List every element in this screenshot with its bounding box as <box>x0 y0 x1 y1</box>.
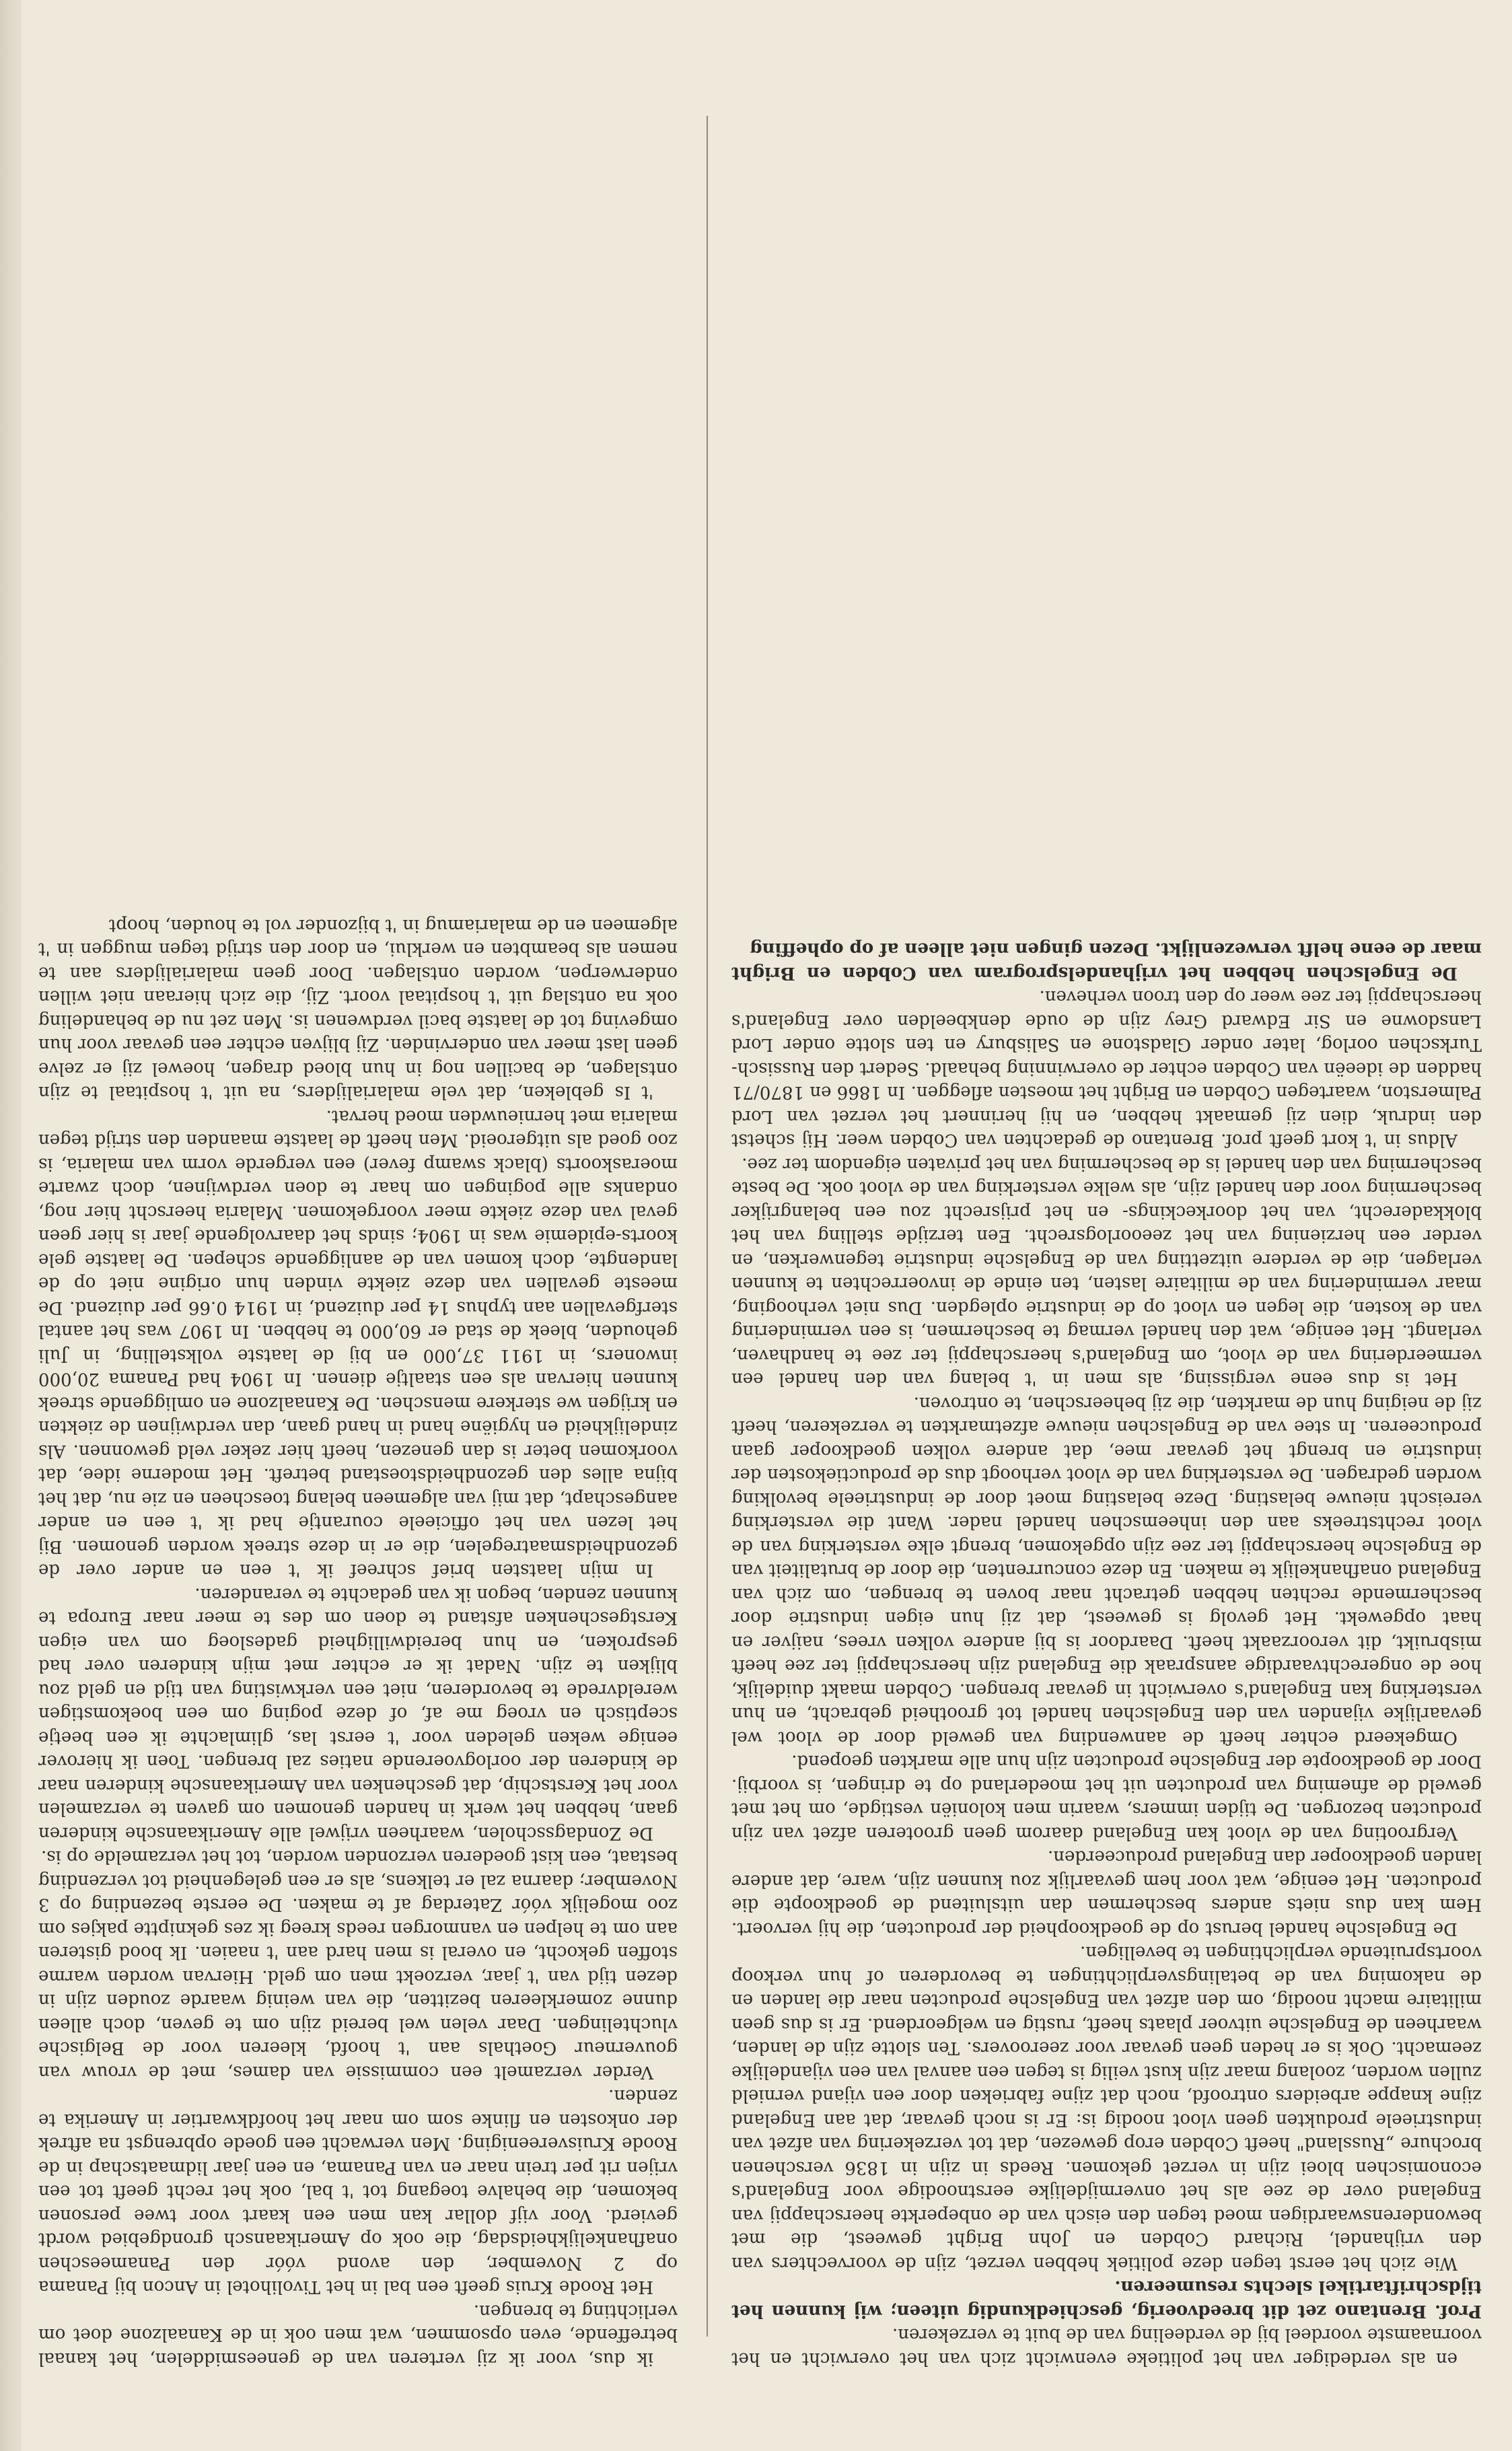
paragraph: en als verdediger van het politieke evenwicht zich van het overwicht en het voornaamste voordeel bij de verdeeling van de buit te verzekeren. <box>731 2324 1482 2369</box>
article-column-panama-letter <box>38 62 678 2370</box>
paragraph: De Zondagsscholen, waarheen vrijwel alle Amerikaansche kinderen gaan, hebben het werk in handen genomen om gaven te verzamelen voor het Kerstschip, dat geschenken van Amerikaansche kinderen naar de kinderen der oorlogvoerende naties zal brengen. Toen ik hierover eenige weken geleden voor 't eerst las, glimlachte ik een beetje sceptisch en vroeg me af, of deze poging om een boekomstigen wereldvrede te bevorderen, niet een verkwisting van tijd en geld zou blijken te zijn. Nadat ik er echter met mijn kinderen over had gesproken, en hun bereidwilligheid gadesloeg om van eigen Kerstgeschenken afstand te doen om des te meer naar Europa te kunnen zenden, begon ik van gedachte te veranderen. <box>38 1584 678 1843</box>
paragraph: Het is dus eene vergissing, als men in 't belang van den handel een vermeerdering van de vloot, om Engeland's heerschappij ter zee te handhaven, verlangt. Het eenige, wat den handel vermag te beschermen, is een vermindering van de kosten, die legen en vloot op de industrie oplegden. Dus niet verhooging, maar vermindering van de militaire lasten, ten einde de invoerrechten te kunnen verlagen, die de verdere uitzetting van de Engelsche industrie tegenwerken, en verder een herziening van het zeeoorlogsrecht. Een terzijde stelling van het blokkaderecht, van het doorkeckings- en het prijsrecht zou een belangrijker bescherming voor den handel zijn, als welke versterking van de vloot ook. De beste bescherming van den handel is de bescherming van het privaten eigendom ter zee. <box>731 1154 1482 1390</box>
paper-edge <box>0 0 22 2451</box>
paragraph: Verder verzamelt een commissie van dames, met de vrouw van gouverneur Goethals aan 't hoofd, kleeren voor de Belgische vluchtelingen. Daar velen wel bereid zijn om te geven, doch alleen dunne zomerkleeren bezitten, die van weinig waarde zouden zijn in dezen tijd van 't jaar, verzoekt men om geld. Hiervan worden warme stoffen gekocht, en overal is men hard aan 't naaien. Ik bood gisteren aan om te helpen en vanmorgen reeds kreeg ik zes gekniptte pakjes om zoo mogelijk vóór Zaterdag af te maken. De eerste bezending op 3 November; daarna zal er telkens, als er een gelegenheid tot verzending bestaat, een kist goederen verzonden worden, tot het verzamelde op is. <box>38 1847 678 2082</box>
paragraph: Het Roode Kruis geeft een bal in het Tivolihotel in Ancon bij Panama op 2 November, den avond vóór den Panameeschen onafhankelijkheidsdag, die ook op Amerikaansch grondgebied wordt gevierd. Voor vijf dollar kan men een kaart voor twee personen bekomen, die behalve toegang tot 't bal, ook het recht geeft tot een vrijen rit per trein naar en van Panama, en een jaar lidmaatschap in de Roode Kruisvereeniging. Men verwacht een goede opbrengst na aftrek der onkosten en flinke som om naar het hoofdkwartier in Amerika te zenden. <box>38 2086 678 2298</box>
paragraph: Prof. Brentano zet dit breedvoerig, geschiedkundig uiteen; wij kunnen het tijdschriftartikel slechts resumeeren. <box>731 2277 1482 2321</box>
paragraph: 't Is gebleken, dat vele malarialijders, na uit 't hospitaal te zijn ontslagen, de bacillen nog in hun bloed dragen, hoewel zij er zelve geen last meer van ondervinden. Zij blijven echter een gevaar voor hun omgeving tot de laatste bacil verdwenen is. Men zet nu de behandeling ook na ontslag uit 't hospitaal voort. Zij, die zich hieraan niet willen onderwerpen, worden ontslagen. Door geen malarialijders aan te nemen als beambten en werklui, en door den strijd tegen muggen in 't algemeen en de malariamug in 't bijzonder vol te houden, hoopt <box>38 915 678 1103</box>
paragraph: Omgekeerd echter heeft de aanwending van geweld door de vloot wel gevaarlijke vijanden van den Engelschen handel tot grootheid gebracht, en hun versterking kan Engeland's overwicht in gevaar brengen. Cobden maakt duidelijk, hoe de ongerechtvaardige aanspraak die Engeland zijn heerschappij ter zee heeft misbruikt, dit veroorzaakt heeft. Daardoor is bij andere volken vrees, naijver en haat opgewekt. Het gevolg is geweest, dat zij hun eigen industrie door beschermende rechten hebben getracht naar boven te brengen, om zich van Engeland onafhankelijk te maken. En deze concurrenten, die door de brutaliteit van de Engelsche heerschappij ter zee zijn opgekomen, brengt elke versterking van de vloot rechtstreeks aan den inheemschen handel nader. Want die versterking vereischt nieuwe belasting. Deze belasting moet door de industrieele bevolking worden gedragen. De versterking van de vloot verhoogt dus de productiekosten der industrie en brengt het gevaar mee, dat andere volken goedkooper gaan produceeren. In stee van de Engelschen nieuwe afzetmarkten te verzekeren, heeft zij de neiging hun de markten, die zij beheerschen, te ontroven. <box>731 1393 1482 1748</box>
paragraph: De Engelsche handel berust op de goedkoopheid der producten, die hij vervoert. Hem kan dus niets anders beschermen dan uitsluitend de goedkoopte die producten. Het eenige, wat voor hem gevaarlijk zou kunnen zijn, ware, dat andere landen goedkooper dan Engeland produceerden. <box>731 1847 1482 1939</box>
paragraph: In mijn laatsten brief schreef ik 't een en ander over de gezondheidsmaatregelen, die er in deze streek worden genomen. Bij het lezen van het officieele courantje had ik 't een en ander aangeschapt, dat mij van algemeen belang toescheen en zie nu, dat het bijna alles den gezondheidstoestand betreft. Het moderne idee, dat voorkomen beter is dan genezen, heeft hier zeker veld gewonnen. Als zindelijkheid en hygiëne hand in hand gaan, dan verdwijnen de ziekten en krijgen we sterkere menschen. De Kanaalzone en omliggende streek kunnen hiervan als een staaltje dienen. In 1904 had Panama 20,000 inwoners, in 1911 37,000 en bij de laatste volkstelling, in Juli gehouden, bleek de stad er 60,000 te hebben. In 1907 was het aantal sterfgevallen aan typhus 14 per duizend, in 1914 0.66 per duizend. De meeste gevallen van deze ziekte vinden hun origine niet op de landengte, doch komen van de aanliggende schepen. De laatste gele koorts-epidemie was in 1904; sinds het daarvolgende jaar is hier geen geval van deze ziekte meer voorgekomen. Malaria heerscht hier nog, ondanks alle pogingen om haar te doen verdwijnen, doch zwarte moeraskoorts (black swamp fever) een vergerde vorm van malaria, is zoo goed als uitgeroeid. Men heeft de laatste maanden den strijd tegen malaria met hernieuwden moed hervat. <box>38 1106 678 1581</box>
paragraph: Wie zich het eerst tegen deze politiek hebben verzet, zijn de voorvechters van den vrijhandel, Richard Cobden en John Bright geweest, die met bewonderenswaardigen moed tegen den eisch van de onbeperkte heerschappij van Engeland over de zee als het onvermijdelijke eerstnoodige voor Engeland's economischen bloei zijn in verzet gekomen. Reeds in zijn in 1836 verschenen brochure „Russland" heeft Cobden erop gewezen, dat tot verzekering van afzet van industrieele produkten geen vloot noodig is: Er is noch gevaar, dat aan Engeland zijne knappe arbeiders ontroofd, noch dat zijne fabrieken door een vijand vernield zullen worden, zoolang maar zijn kust veilig is tegen een aanval van een vijandelijke zeemacht. Ook is er heden geen gevaar voor zeeroovers. Ten slotte zijn de landen, waarheen de Engelsche uitvoer plaats heeft, rustig en welgeordend. Er is dus geen militaire macht noodig, om den afzet van Engelsche producten naar die landen en de nakoming van de betalingsverplichtingen te bevorderen of hun verkoop voortspruitende verplichtingen te bevelligen. <box>731 1942 1482 2273</box>
article-column-economics <box>731 62 1482 2370</box>
paragraph: Vergrooting van de vloot kan Engeland daarom geen grooteren afzet van zijn producten bezorgen. De tijden immers, waarin men koloniën vestigde, om het met geweld de afneming van producten uit het moederland op te dringen, is voorbij. Door de goedkoopte der Engelsche producten zijn hun alle markten geopend. <box>731 1751 1482 1843</box>
paragraph: ik dus, voor ik zij verteren van de geneesmiddelen, het kanaal betreffende, even opsommen, wat men ook in de Kanaalzone doet om verlichting te brengen. <box>38 2301 678 2369</box>
paragraph: Aldus in 't kort geeft prof. Brentano de gedachten van Cobden weer. Hij schetst den indruk, dien zij gemaakt hebben, en hij herinnert het verzet van Lord Palmerston, waartegen Cobden en Bright het moesten afleggen. In 1866 en 1870/71 hadden de ideeën van Cobden echter de overwinning behaald. Sedert den Russisch-Turkschen oorlog, later onder Gladstone en Salisbury en ten slotte onder Lord Lansdowne en Sir Edward Grey zijn de oude denkbeelden over Engeland's heerschappij ter zee weer op den troon verheven. <box>731 987 1482 1151</box>
paragraph: De Engelschen hebben het vrijhandelsprogram van Cobden en Bright maar de eene helft verwezenlijkt. Dezen gingen niet alleen af op opheffing <box>731 939 1482 983</box>
column-divider <box>693 116 708 2337</box>
